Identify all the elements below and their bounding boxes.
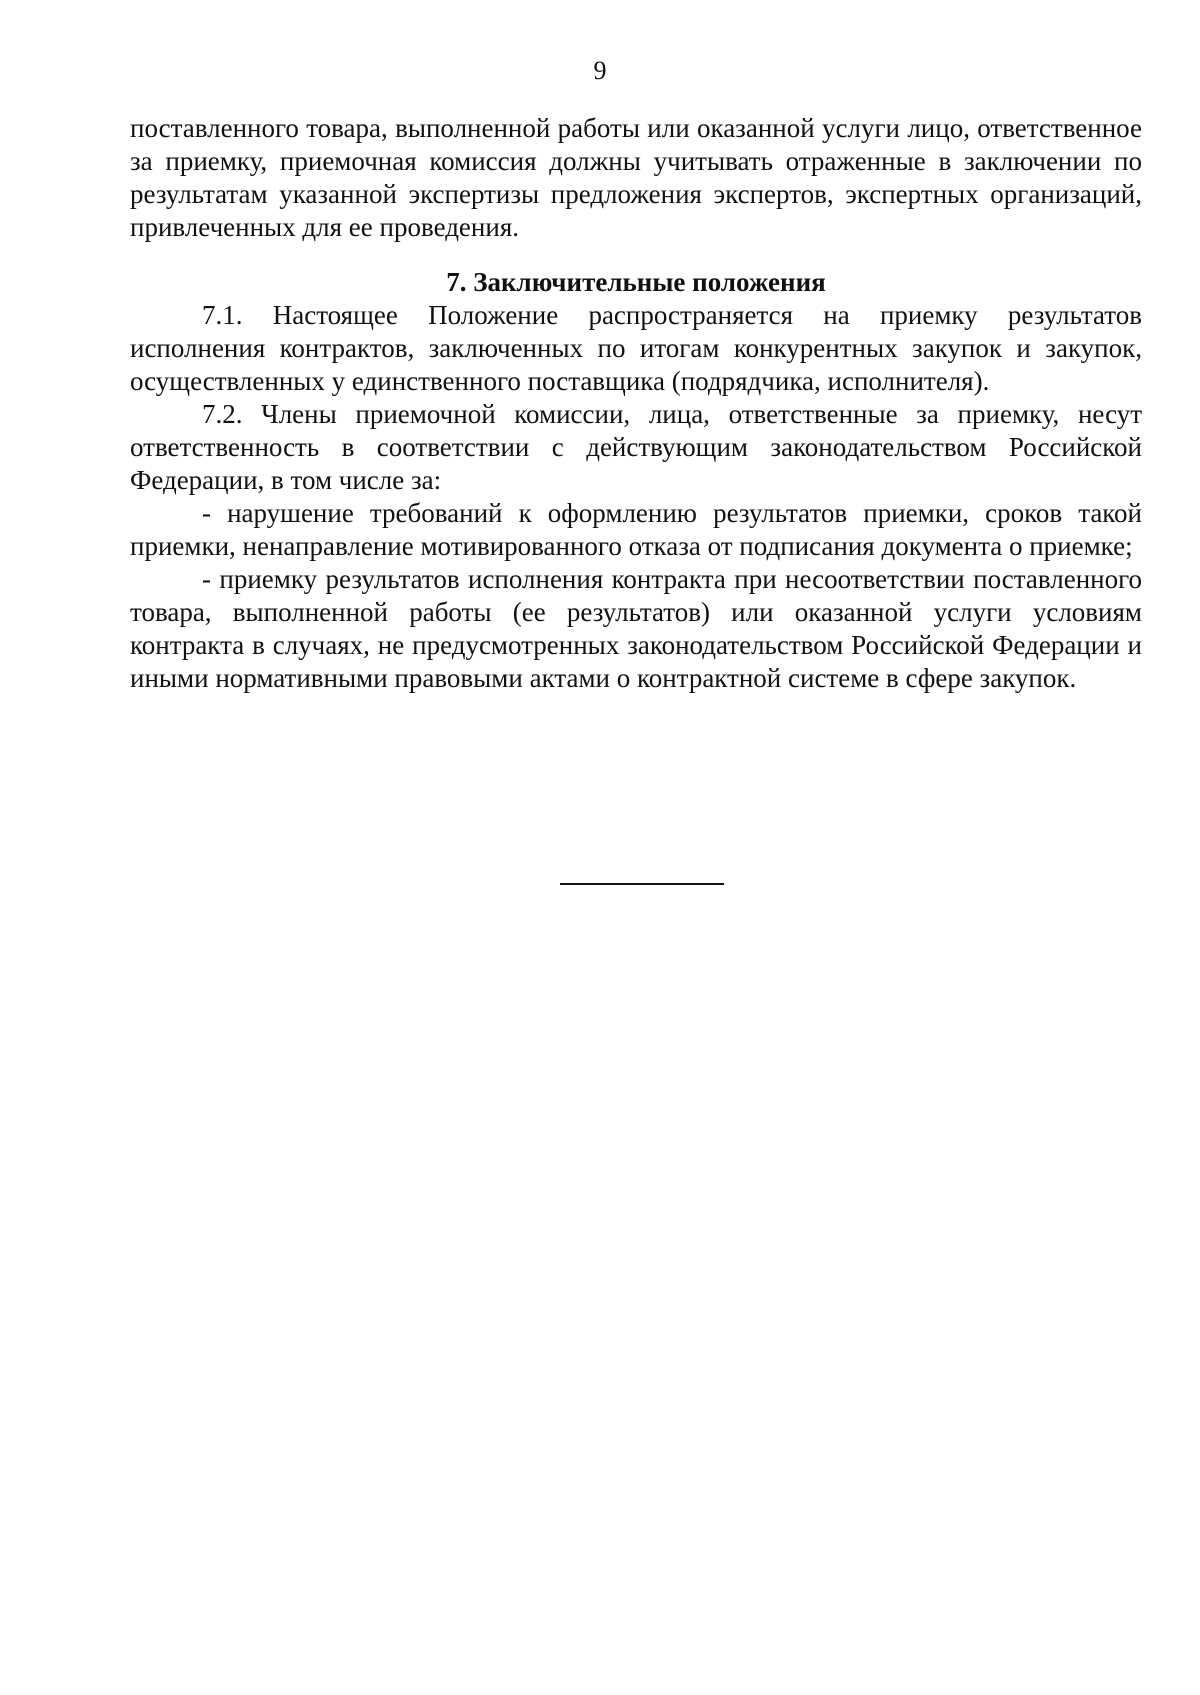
paragraph-7-1: 7.1. Настоящее Положение распространяется на приемку результатов исполнения контрактов, заключенных по итогам конкурентных закупок и закупок, осуществленных у единственного поставщика (подрядчика, исполнителя). bbox=[130, 300, 1142, 396]
section-title: 7. Заключительные положения bbox=[446, 267, 826, 297]
intro-paragraph: поставленного товара, выполненной работы или оказанной услуги лицо, ответственное за приемку, приемочная комиссия должны учитывать отраженные в заключении по результатам указанной экспертизы предложения экспертов, экспертных организаций, привлеченных для ее проведения. bbox=[130, 113, 1142, 242]
document-body bbox=[130, 112, 1142, 695]
paragraph-7-2: 7.2. Члены приемочной комиссии, лица, ответственные за приемку, несут ответственность в соответствии с действующим законодательством Российской Федерации, в том числе за: bbox=[130, 399, 1142, 495]
list-item-acceptance: - приемку результатов исполнения контракта при несоответствии поставленного товара, выполненной работы (ее результатов) или оказанной услуги условиям контракта в случаях, не предусмотренных законодательством Российской Федерации и иными нормативными правовыми актами о контрактной системе в сфере закупок. bbox=[130, 564, 1142, 693]
list-item-violation: - нарушение требований к оформлению результатов приемки, сроков такой приемки, ненаправление мотивированного отказа от подписания документа о приемке; bbox=[130, 498, 1142, 561]
page-number: 9 bbox=[593, 56, 607, 85]
end-divider bbox=[560, 883, 724, 885]
